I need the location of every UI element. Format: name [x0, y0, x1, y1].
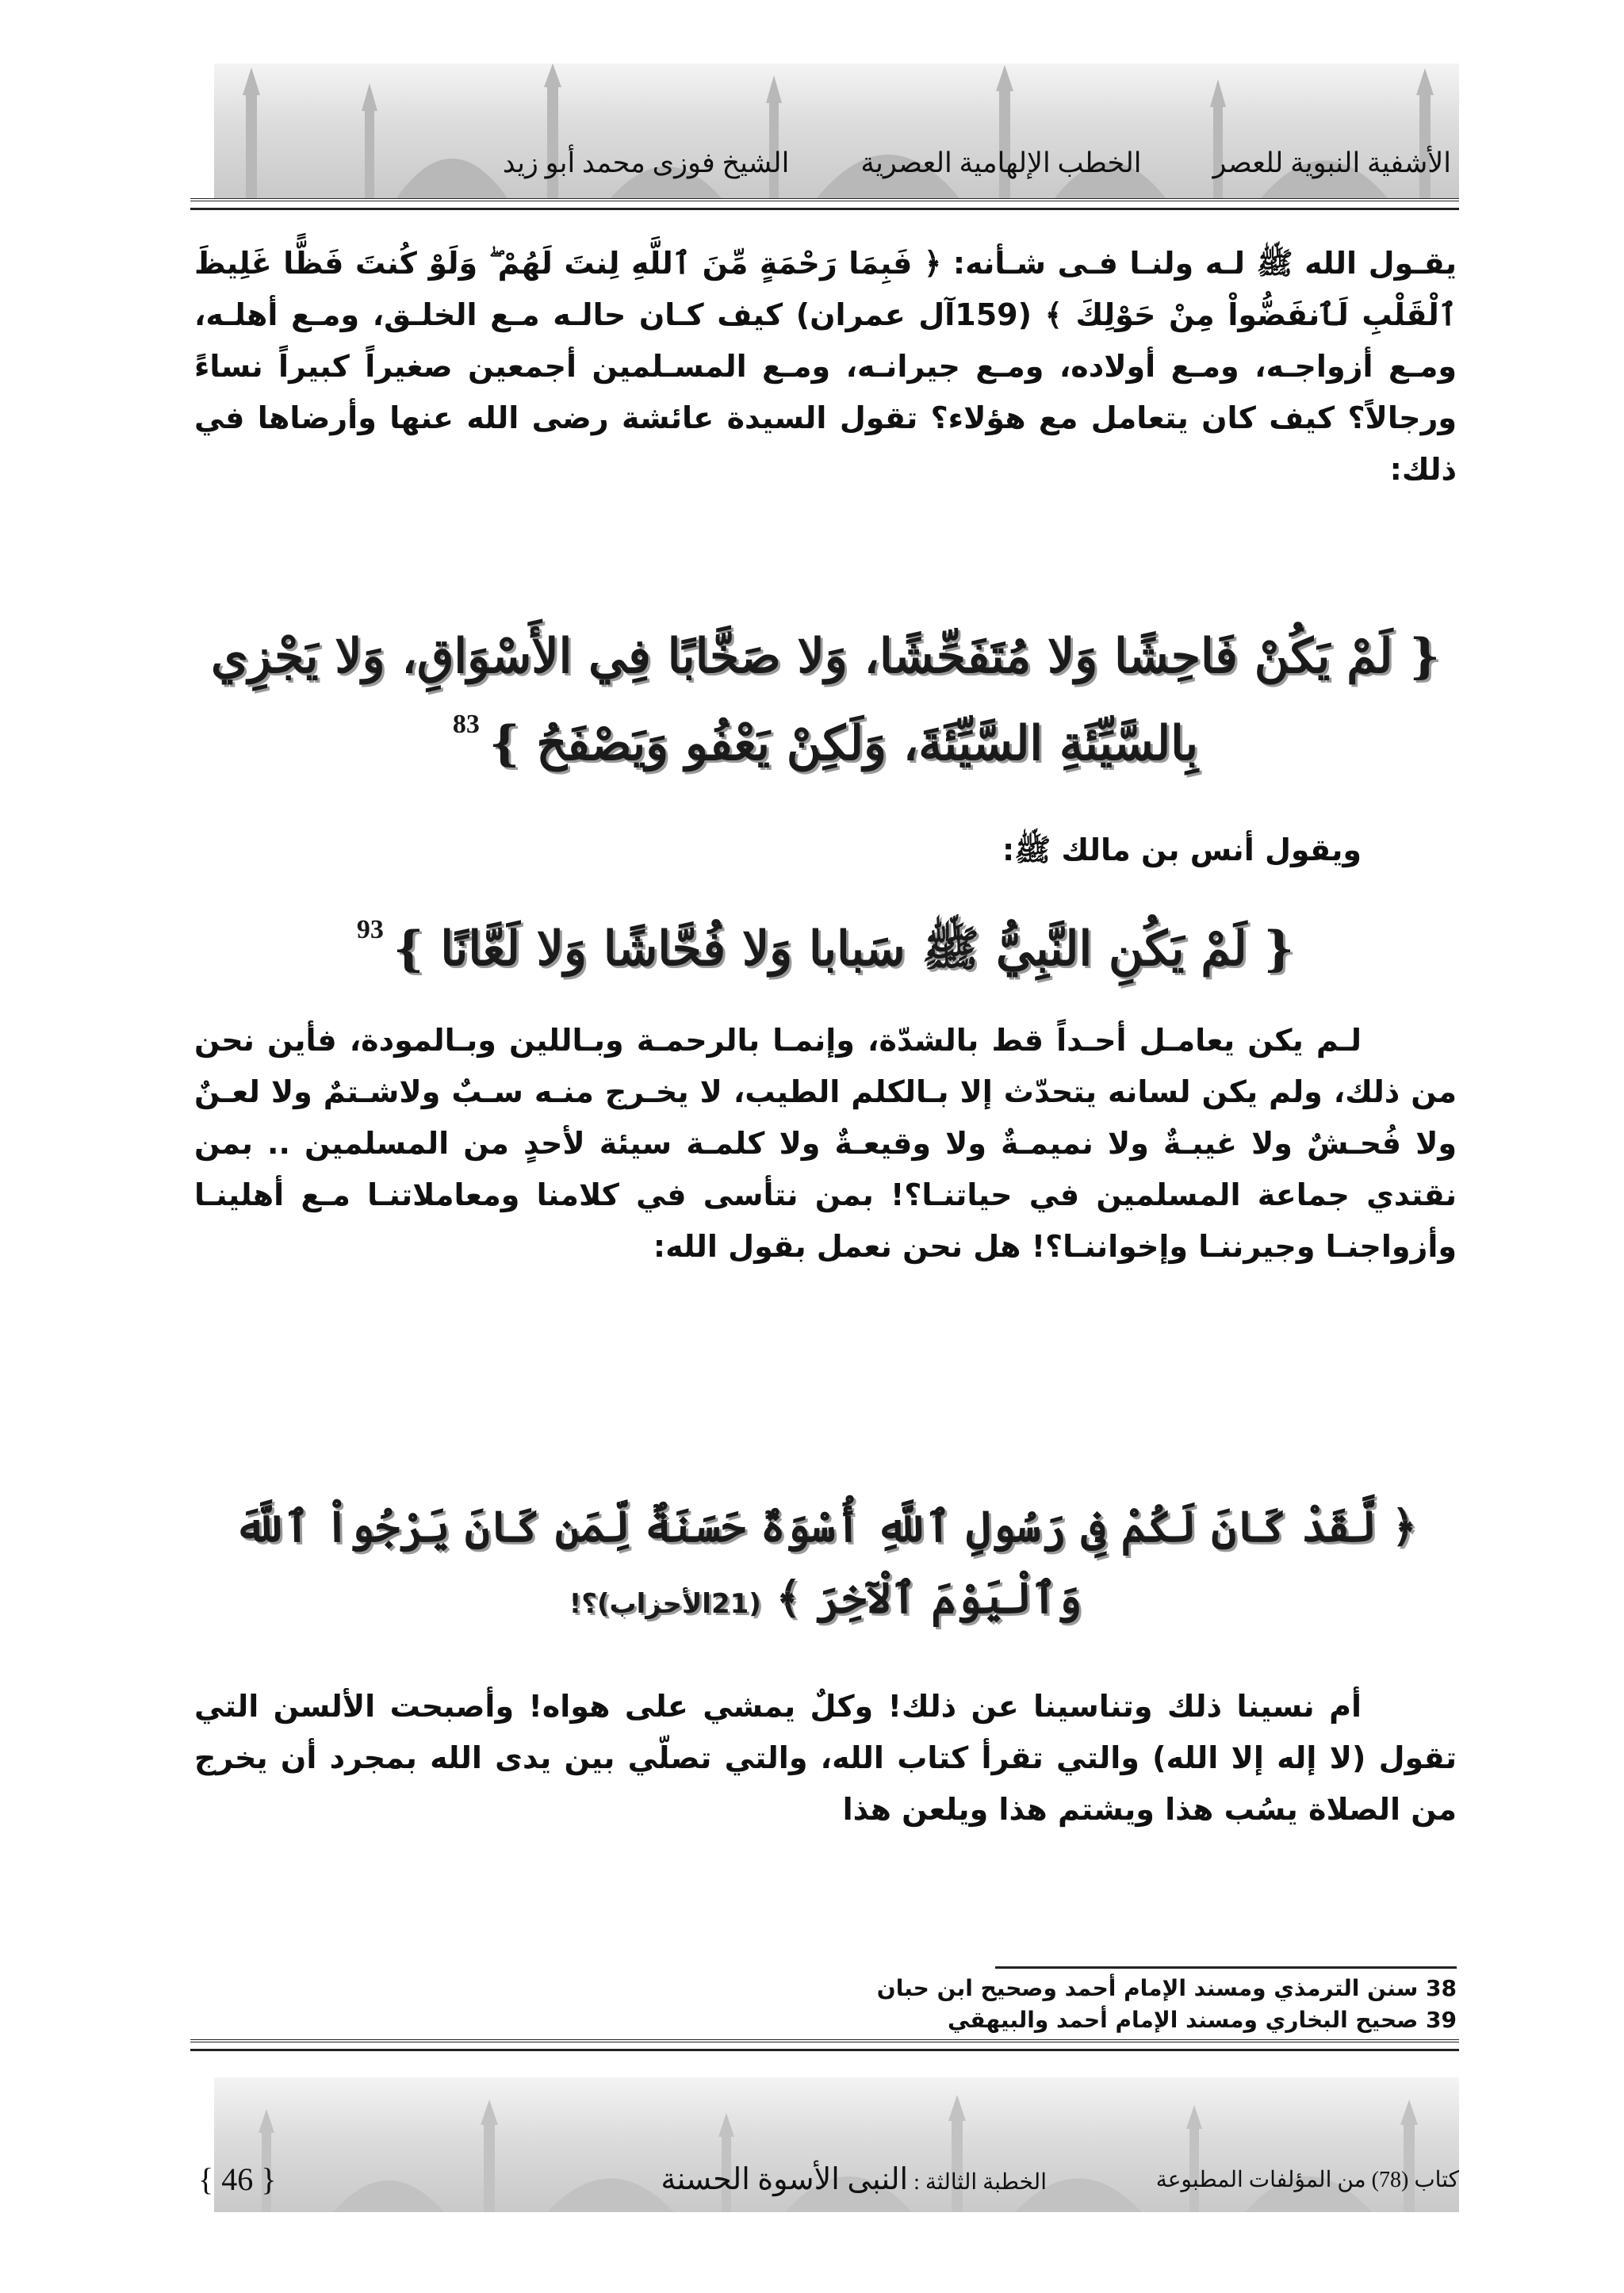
quran-verse-ahzab-text: ﴿ لَّقَدْ كَانَ لَكُمْ فِى رَسُولِ ٱللَّهِ أُسْوَةٌ حَسَنَةٌ لِّمَن كَانَ يَرْجُواْ ٱللَّهَ وَٱلْيَوْمَ ٱلْآخِرَ ﴾: [234, 1501, 1417, 1623]
page-number: { 46 }: [198, 2161, 277, 2197]
footnotes: [555, 1973, 1457, 2036]
hadith-quote-aisha: [194, 622, 1457, 778]
running-footer: [198, 2161, 1459, 2198]
header-divider-bottom: [190, 208, 1459, 210]
footer-khutba-title: النبى الأسوة الحسنة: [661, 2163, 909, 2196]
footnote-ref-83: 83: [452, 710, 480, 739]
header-divider: [190, 198, 1459, 201]
running-header: [285, 147, 1451, 179]
anas-intro: ويقول أنس بن مالك ﷺ:: [1002, 833, 1362, 867]
footer-khutba-label: الخطبة الثالثة :: [914, 2170, 1047, 2195]
footnote-39: 39 صحيح البخاري ومسند الإمام أحمد والبيهقي: [947, 2007, 1457, 2033]
footer-divider-bottom: [190, 2049, 1459, 2051]
footer-divider: [190, 2039, 1459, 2042]
hadith-quote-aisha-text: { لَمْ يَكُنْ فَاحِشًا وَلا مُتَفَحِّشًا، وَلا صَخَّابًا فِي الأَسْوَاقِ، وَلا يَجْزِي بِالسَّيِّئَةِ السَّيِّئَةَ، وَلَكِنْ يَعْفُو وَيَصْفَحُ }: [211, 629, 1440, 771]
header-series-title: الخطب الإلهامية العصرية: [860, 147, 1142, 178]
footnote-ref-93: 93: [356, 915, 384, 944]
footnote-38: 38 سنن الترمذي ومسند الإمام أحمد وصحيح ابن حبان: [876, 1975, 1457, 2001]
header-author: الشيخ فوزى محمد أبو زيد: [502, 147, 790, 178]
footnote-separator: [995, 1966, 1457, 1969]
footer-book-ref: كتاب (78) من المؤلفات المطبوعة: [1155, 2167, 1459, 2192]
footer-khutba: [373, 2161, 1047, 2197]
quran-verse-ahzab: [194, 1491, 1457, 1640]
hadith-quote-anas: [194, 896, 1457, 983]
paragraph-3: أم نسينا ذلك وتناسينا عن ذلك! وكلٌ يمشي على هواه! وأصبحت الألسن التي تقول (لا إله إلا الله) والتي تقرأ كتاب الله، والتي تصلّي بين يدى الله بمجرد أن يخرج من الصلاة يسُب هذا ويشتم هذا ويلعن هذا: [194, 1689, 1457, 1827]
paragraph-1: يقـول الله ﷺ لـه ولنـا فـى شـأنه: ﴿ فَبِمَا رَحْمَةٍ مِّنَ ٱللَّهِ لِنتَ لَهُمْ ۖ وَلَوْ كُنتَ فَظًّا غَلِيظَ ٱلْقَلْبِ لَٱنفَضُّواْ مِنْ حَوْلِكَ ﴾ (159آل عمران) كيف كـان حالـه مـع الخلـق، ومـع أهلـه، ومـع أزواجـه، ومـع أولاده، ومـع جيرانـه، ومـع المسـلمين أجمعين صغيراً كبيراً نساءً ورجالاً؟ كيف كان يتعامل مع هؤلاء؟ تقول السيدة عائشة رضى الله عنها وأرضاها في ذلك:: [194, 246, 1457, 487]
hadith-quote-anas-text: { لَمْ يَكُنِ النَّبِيُّ ﷺ سَبابا وَلا فُحَّاشًا وَلا لَعَّانًا }: [393, 921, 1295, 977]
paragraph-2: لـم يكن يعامـل أحـداً قط بالشدّة، وإنمـا بالرحمـة وبـاللين وبـالمودة، فأين نحن من ذلك، ولم يكن لسانه يتحدّث إلا بـالكلم الطيب، لا يخـرج منـه سـبٌ ولاشـتمٌ ولا لعـنٌ ولا فُحـشٌ ولا غيبـةٌ ولا نميمـةٌ ولا وقيعـةٌ ولا كلمـة سيئة لأحدٍ من المسلمين .. بمن نقتدي جماعة المسلمين في حياتنـا؟! بمن نتأسى في كلامنا ومعاملاتنـا مـع أهلينـا وأزواجنـا وجيرننـا وإخواننـا؟! هل نحن نعمل بقول الله:: [194, 1023, 1457, 1264]
quran-verse-ahzab-ref: (21الأحزاب)؟!: [569, 1588, 761, 1620]
header-book-title: الأشفية النبوية للعصر: [1212, 147, 1451, 178]
